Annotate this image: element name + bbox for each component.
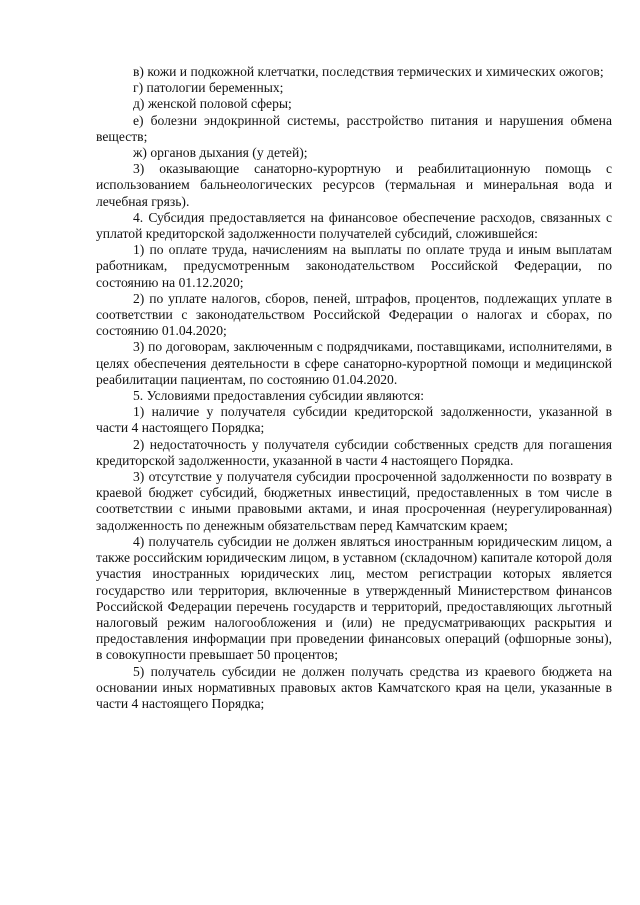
paragraph-section-4-item-3: 3) по договорам, заключенным с подрядчиками, поставщиками, исполнителями, в целях обеспечения деятельности в сфере санаторно-курортной помощи и медицинской реабилитации пациентам, по состоянию 01.04.2020. [96, 339, 612, 387]
paragraph-section-5-item-5: 5) получатель субсидии не должен получать средства из краевого бюджета на основании иных нормативных правовых актов Камчатского края на цели, указанные в части 4 настоящего Порядка; [96, 663, 612, 711]
document-body [96, 64, 612, 712]
paragraph-item-g: г) патологии беременных; [133, 80, 284, 96]
paragraph-section-4: 4. Субсидия предоставляется на финансовое обеспечение расходов, связанных с уплатой кредиторской задолженности получателей субсидий, сложившейся: [96, 209, 612, 242]
paragraph-item-d: д) женской половой сферы; [133, 96, 292, 112]
paragraph-section-5-item-4: 4) получатель субсидии не должен являться иностранным юридическим лицом, а также российским юридическим лицом, в уставном (складочном) капитале которой доля участия иностранных юридических лиц, местом регистрации которых является государство или территория, включенные в утвержденный Министерством финансов Российской Федерации перечень государств и территорий, предоставляющих льготный налоговый режим налогообложения и (или) не предусматривающих раскрытия и предоставления информации при проведении финансовых операций (офшорные зоны), в совокупности превышает 50 процентов; [96, 533, 612, 663]
paragraph-section-4-item-1: 1) по оплате труда, начислениям на выплаты по оплате труда и иным выплатам работникам, предусмотренным законодательством Российской Федерации, по состоянию на 01.12.2020; [96, 242, 612, 290]
paragraph-item-e: е) болезни эндокринной системы, расстройство питания и нарушения обмена веществ; [96, 112, 612, 144]
paragraph-item-zh: ж) органов дыхания (у детей); [133, 145, 308, 161]
paragraph-clause-3: 3) оказывающие санаторно-курортную и реабилитационную помощь с использованием бальнеологических ресурсов (термальная и минеральная вода и лечебная грязь). [96, 161, 612, 209]
paragraph-section-5-item-2: 2) недостаточность у получателя субсидии собственных средств для погашения кредиторской задолженности, указанной в части 4 настоящего Порядка. [96, 436, 612, 468]
paragraph-section-5: 5. Условиями предоставления субсидии являются: [133, 388, 425, 404]
paragraph-item-v: в) кожи и подкожной клетчатки, последствия термических и химических ожогов; [133, 64, 604, 79]
paragraph-section-4-item-2: 2) по уплате налогов, сборов, пеней, штрафов, процентов, подлежащих уплате в соответствии с законодательством Российской Федерации о налогах и сборах, по состоянию 01.04.2020; [96, 290, 612, 339]
paragraph-section-5-item-3: 3) отсутствие у получателя субсидии просроченной задолженности по возврату в краевой бюджет субсидий, бюджетных инвестиций, предоставленных в том числе в соответствии с иными правовыми актами, и иная просроченная (неурегулированная) задолженность по денежным обязательствам перед Камчатским краем; [96, 469, 612, 533]
paragraph-section-5-item-1: 1) наличие у получателя субсидии кредиторской задолженности, указанной в части 4 настоящего Порядка; [96, 404, 612, 436]
